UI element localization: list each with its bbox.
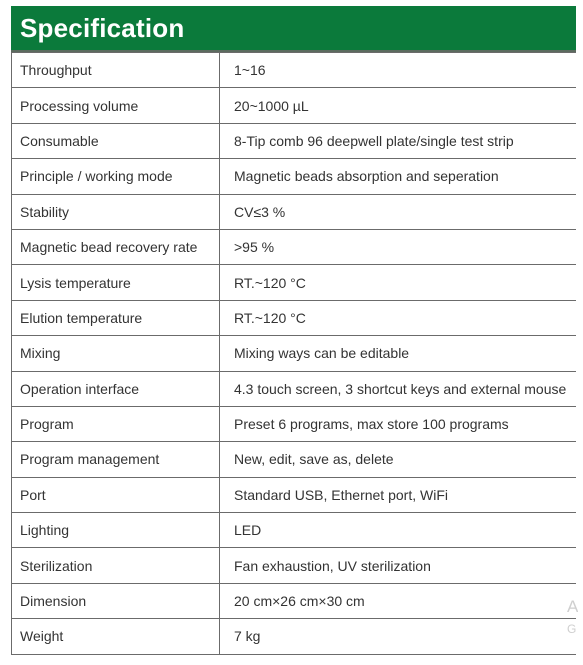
row-label: Processing volume <box>12 88 220 123</box>
row-label: Lighting <box>12 513 220 548</box>
row-label: Operation interface <box>12 371 220 406</box>
table-row <box>12 53 577 88</box>
row-value: RT.~120 °C <box>220 300 577 335</box>
row-value: 8-Tip comb 96 deepwell plate/single test strip <box>220 123 577 158</box>
table-row <box>12 548 577 583</box>
table-row <box>12 300 577 335</box>
row-value: RT.~120 °C <box>220 265 577 300</box>
row-value: Mixing ways can be editable <box>220 336 577 371</box>
table-row <box>12 442 577 477</box>
row-value: Standard USB, Ethernet port, WiFi <box>220 477 577 512</box>
page-title: Specification <box>20 12 185 43</box>
row-value: LED <box>220 513 577 548</box>
row-label: Program <box>12 406 220 441</box>
table-row <box>12 477 577 512</box>
row-label: Program management <box>12 442 220 477</box>
table-row <box>12 194 577 229</box>
overlay-text-line2: G <box>567 622 577 636</box>
row-label: Lysis temperature <box>12 265 220 300</box>
row-value: 1~16 <box>220 53 577 88</box>
spec-table <box>11 52 579 655</box>
row-label: Stability <box>12 194 220 229</box>
row-label: Magnetic bead recovery rate <box>12 229 220 264</box>
table-row <box>12 406 577 441</box>
row-label: Sterilization <box>12 548 220 583</box>
row-label: Weight <box>12 619 220 654</box>
table-row <box>12 619 577 654</box>
overlay-text-line1: A <box>567 597 579 616</box>
table-row <box>12 336 577 371</box>
table-row <box>12 583 577 618</box>
table-row <box>12 229 577 264</box>
table-row <box>12 513 577 548</box>
row-label: Port <box>12 477 220 512</box>
table-row <box>12 88 577 123</box>
specification-panel <box>11 6 579 655</box>
row-label: Throughput <box>12 53 220 88</box>
row-value: New, edit, save as, delete <box>220 442 577 477</box>
row-value: >95 % <box>220 229 577 264</box>
row-label: Principle / working mode <box>12 159 220 194</box>
row-value: CV≤3 % <box>220 194 577 229</box>
row-label: Elution temperature <box>12 300 220 335</box>
row-value: Preset 6 programs, max store 100 programs <box>220 406 577 441</box>
row-value: 20~1000 µL <box>220 88 577 123</box>
table-row <box>12 371 577 406</box>
table-row <box>12 123 577 158</box>
spec-header <box>11 6 576 52</box>
row-label: Mixing <box>12 336 220 371</box>
row-label: Dimension <box>12 583 220 618</box>
row-value: Magnetic beads absorption and seperation <box>220 159 577 194</box>
table-row <box>12 159 577 194</box>
row-value: Fan exhaustion, UV sterilization <box>220 548 577 583</box>
row-label: Consumable <box>12 123 220 158</box>
row-value: 20 cm×26 cm×30 cm <box>220 583 577 618</box>
table-row <box>12 265 577 300</box>
row-value: 4.3 touch screen, 3 shortcut keys and external mouse <box>220 371 577 406</box>
row-value: 7 kg <box>220 619 577 654</box>
